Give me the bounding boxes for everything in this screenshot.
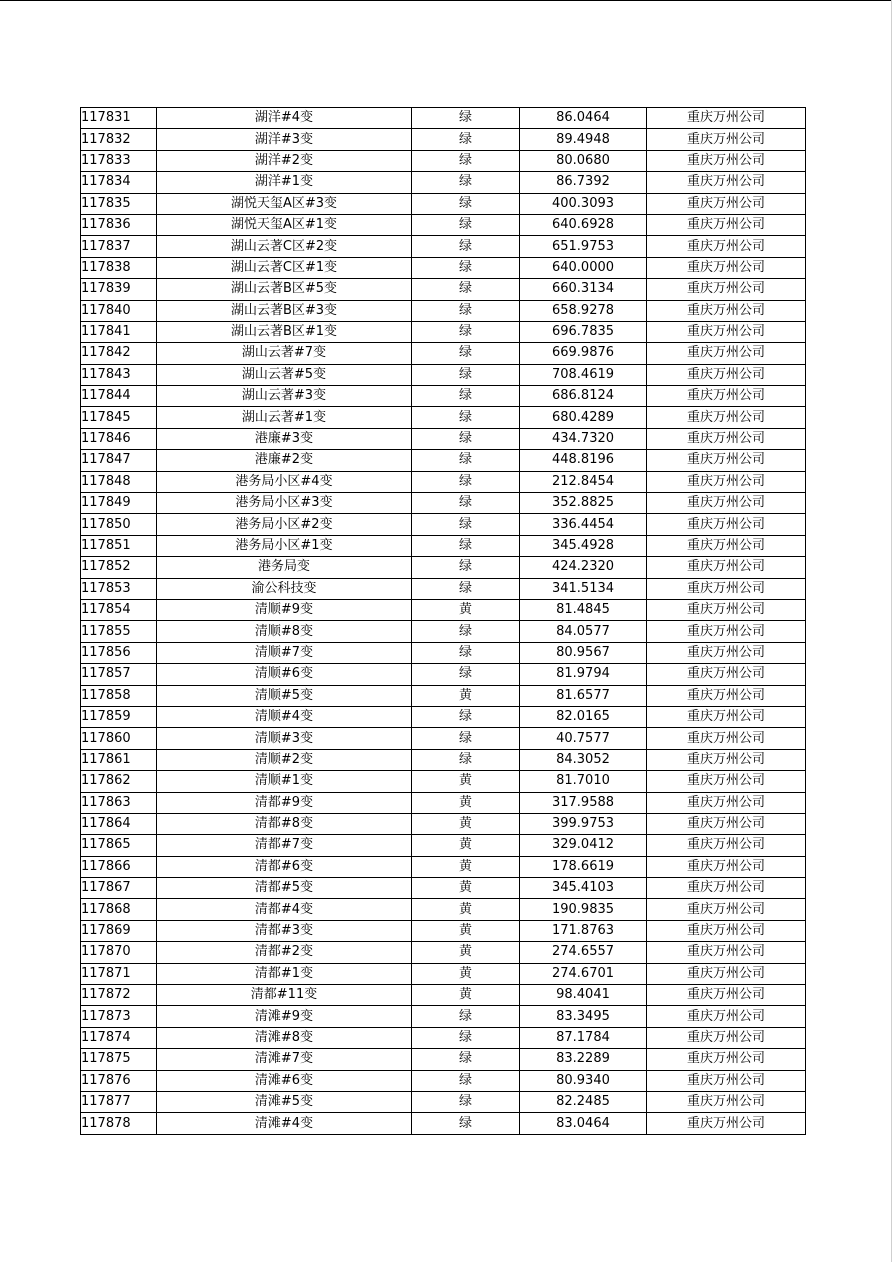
value-cell: 329.0412 (520, 835, 647, 856)
transformer-id-cell: 117846 (81, 428, 157, 449)
transformer-name-cell: 港廉#2变 (157, 450, 412, 471)
page-top-border (0, 0, 892, 1)
transformer-name-cell: 清顺#8变 (157, 621, 412, 642)
status-cell: 绿 (412, 621, 520, 642)
transformer-name-cell: 清顺#1变 (157, 771, 412, 792)
company-cell: 重庆万州公司 (647, 450, 806, 471)
table-row (81, 214, 806, 235)
status-cell: 绿 (412, 1027, 520, 1048)
value-cell: 84.0577 (520, 621, 647, 642)
value-cell: 80.9567 (520, 642, 647, 663)
transformer-name-cell: 湖悦天玺A区#3变 (157, 193, 412, 214)
transformer-name-cell: 清顺#2变 (157, 749, 412, 770)
company-cell: 重庆万州公司 (647, 514, 806, 535)
table-row (81, 706, 806, 727)
transformer-id-cell: 117838 (81, 257, 157, 278)
value-cell: 81.4845 (520, 599, 647, 620)
transformer-id-cell: 117852 (81, 557, 157, 578)
company-cell: 重庆万州公司 (647, 321, 806, 342)
company-cell: 重庆万州公司 (647, 899, 806, 920)
value-cell: 434.7320 (520, 428, 647, 449)
status-cell: 绿 (412, 514, 520, 535)
value-cell: 83.0464 (520, 1113, 647, 1134)
value-cell: 399.9753 (520, 813, 647, 834)
table-row (81, 364, 806, 385)
transformer-name-cell: 清都#3变 (157, 920, 412, 941)
value-cell: 660.3134 (520, 279, 647, 300)
transformer-id-cell: 117832 (81, 129, 157, 150)
transformer-id-cell: 117861 (81, 749, 157, 770)
transformer-id-cell: 117878 (81, 1113, 157, 1134)
company-cell: 重庆万州公司 (647, 920, 806, 941)
status-cell: 绿 (412, 578, 520, 599)
transformer-id-cell: 117854 (81, 599, 157, 620)
transformer-name-cell: 港务局小区#4变 (157, 471, 412, 492)
table-body (81, 108, 806, 1135)
transformer-name-cell: 湖悦天玺A区#1变 (157, 214, 412, 235)
value-cell: 81.7010 (520, 771, 647, 792)
table-row (81, 664, 806, 685)
company-cell: 重庆万州公司 (647, 1091, 806, 1112)
transformer-name-cell: 清滩#8变 (157, 1027, 412, 1048)
transformer-id-cell: 117862 (81, 771, 157, 792)
table-row (81, 578, 806, 599)
table-row (81, 428, 806, 449)
table-row (81, 749, 806, 770)
transformer-name-cell: 湖山云著C区#2变 (157, 236, 412, 257)
value-cell: 89.4948 (520, 129, 647, 150)
table-row (81, 193, 806, 214)
table-row (81, 300, 806, 321)
transformer-id-cell: 117836 (81, 214, 157, 235)
value-cell: 86.7392 (520, 172, 647, 193)
company-cell: 重庆万州公司 (647, 1070, 806, 1091)
transformer-id-cell: 117831 (81, 108, 157, 129)
table-row (81, 621, 806, 642)
status-cell: 黄 (412, 899, 520, 920)
status-cell: 黄 (412, 792, 520, 813)
value-cell: 274.6701 (520, 963, 647, 984)
value-cell: 345.4928 (520, 535, 647, 556)
transformer-name-cell: 港务局小区#2变 (157, 514, 412, 535)
value-cell: 190.9835 (520, 899, 647, 920)
table-row (81, 813, 806, 834)
status-cell: 绿 (412, 1006, 520, 1027)
transformer-id-cell: 117867 (81, 878, 157, 899)
transformer-id-cell: 117837 (81, 236, 157, 257)
status-cell: 黄 (412, 685, 520, 706)
transformer-id-cell: 117848 (81, 471, 157, 492)
company-cell: 重庆万州公司 (647, 493, 806, 514)
transformer-name-cell: 清顺#7变 (157, 642, 412, 663)
transformer-name-cell: 湖山云著B区#5变 (157, 279, 412, 300)
transformer-name-cell: 清滩#4变 (157, 1113, 412, 1134)
table-row (81, 942, 806, 963)
status-cell: 绿 (412, 236, 520, 257)
status-cell: 绿 (412, 386, 520, 407)
company-cell: 重庆万州公司 (647, 193, 806, 214)
transformer-id-cell: 117868 (81, 899, 157, 920)
table-row (81, 963, 806, 984)
status-cell: 绿 (412, 728, 520, 749)
value-cell: 81.9794 (520, 664, 647, 685)
value-cell: 400.3093 (520, 193, 647, 214)
transformer-name-cell: 清滩#7变 (157, 1049, 412, 1070)
value-cell: 83.3495 (520, 1006, 647, 1027)
status-cell: 绿 (412, 664, 520, 685)
transformer-id-cell: 117847 (81, 450, 157, 471)
transformer-name-cell: 湖洋#4变 (157, 108, 412, 129)
company-cell: 重庆万州公司 (647, 428, 806, 449)
company-cell: 重庆万州公司 (647, 942, 806, 963)
table-row (81, 1091, 806, 1112)
transformer-id-cell: 117839 (81, 279, 157, 300)
value-cell: 448.8196 (520, 450, 647, 471)
transformer-id-cell: 117845 (81, 407, 157, 428)
value-cell: 274.6557 (520, 942, 647, 963)
value-cell: 317.9588 (520, 792, 647, 813)
company-cell: 重庆万州公司 (647, 813, 806, 834)
table-row (81, 321, 806, 342)
company-cell: 重庆万州公司 (647, 963, 806, 984)
transformer-id-cell: 117843 (81, 364, 157, 385)
table-row (81, 343, 806, 364)
transformer-id-cell: 117840 (81, 300, 157, 321)
value-cell: 83.2289 (520, 1049, 647, 1070)
table-row (81, 920, 806, 941)
value-cell: 669.9876 (520, 343, 647, 364)
company-cell: 重庆万州公司 (647, 108, 806, 129)
transformer-name-cell: 清都#6变 (157, 856, 412, 877)
value-cell: 40.7577 (520, 728, 647, 749)
table-row (81, 535, 806, 556)
company-cell: 重庆万州公司 (647, 364, 806, 385)
table-row (81, 172, 806, 193)
status-cell: 绿 (412, 493, 520, 514)
status-cell: 绿 (412, 321, 520, 342)
transformer-id-cell: 117850 (81, 514, 157, 535)
table-row (81, 1070, 806, 1091)
transformer-name-cell: 湖山云著B区#1变 (157, 321, 412, 342)
company-cell: 重庆万州公司 (647, 1027, 806, 1048)
value-cell: 651.9753 (520, 236, 647, 257)
transformer-name-cell: 湖山云著B区#3变 (157, 300, 412, 321)
transformer-name-cell: 清顺#3变 (157, 728, 412, 749)
table-row (81, 386, 806, 407)
status-cell: 黄 (412, 942, 520, 963)
status-cell: 绿 (412, 1070, 520, 1091)
transformer-id-cell: 117842 (81, 343, 157, 364)
transformer-id-cell: 117874 (81, 1027, 157, 1048)
value-cell: 212.8454 (520, 471, 647, 492)
status-cell: 绿 (412, 407, 520, 428)
value-cell: 98.4041 (520, 985, 647, 1006)
transformer-id-cell: 117834 (81, 172, 157, 193)
value-cell: 86.0464 (520, 108, 647, 129)
transformer-name-cell: 湖山云著#5变 (157, 364, 412, 385)
transformer-name-cell: 清都#4变 (157, 899, 412, 920)
value-cell: 708.4619 (520, 364, 647, 385)
table-row (81, 878, 806, 899)
transformer-id-cell: 117871 (81, 963, 157, 984)
status-cell: 绿 (412, 343, 520, 364)
transformer-name-cell: 清顺#9变 (157, 599, 412, 620)
company-cell: 重庆万州公司 (647, 1113, 806, 1134)
company-cell: 重庆万州公司 (647, 856, 806, 877)
transformer-id-cell: 117858 (81, 685, 157, 706)
status-cell: 绿 (412, 749, 520, 770)
transformer-id-cell: 117849 (81, 493, 157, 514)
company-cell: 重庆万州公司 (647, 557, 806, 578)
value-cell: 80.0680 (520, 150, 647, 171)
table-row (81, 856, 806, 877)
transformer-name-cell: 湖山云著#7变 (157, 343, 412, 364)
company-cell: 重庆万州公司 (647, 878, 806, 899)
company-cell: 重庆万州公司 (647, 214, 806, 235)
value-cell: 80.9340 (520, 1070, 647, 1091)
status-cell: 绿 (412, 706, 520, 727)
table-row (81, 514, 806, 535)
status-cell: 绿 (412, 279, 520, 300)
status-cell: 绿 (412, 257, 520, 278)
transformer-name-cell: 清滩#9变 (157, 1006, 412, 1027)
company-cell: 重庆万州公司 (647, 279, 806, 300)
value-cell: 82.2485 (520, 1091, 647, 1112)
transformer-id-cell: 117873 (81, 1006, 157, 1027)
company-cell: 重庆万州公司 (647, 129, 806, 150)
transformer-name-cell: 清都#11变 (157, 985, 412, 1006)
transformer-name-cell: 湖洋#3变 (157, 129, 412, 150)
transformer-id-cell: 117863 (81, 792, 157, 813)
transformer-name-cell: 湖洋#2变 (157, 150, 412, 171)
table-row (81, 792, 806, 813)
transformer-id-cell: 117864 (81, 813, 157, 834)
value-cell: 686.8124 (520, 386, 647, 407)
value-cell: 81.6577 (520, 685, 647, 706)
transformer-name-cell: 港务局变 (157, 557, 412, 578)
transformer-name-cell: 清滩#6变 (157, 1070, 412, 1091)
status-cell: 绿 (412, 193, 520, 214)
table-row (81, 407, 806, 428)
transformer-name-cell: 湖山云著#1变 (157, 407, 412, 428)
status-cell: 绿 (412, 172, 520, 193)
company-cell: 重庆万州公司 (647, 343, 806, 364)
company-cell: 重庆万州公司 (647, 300, 806, 321)
table-row (81, 771, 806, 792)
company-cell: 重庆万州公司 (647, 1006, 806, 1027)
table-row (81, 1027, 806, 1048)
table-row (81, 599, 806, 620)
value-cell: 87.1784 (520, 1027, 647, 1048)
table-row (81, 279, 806, 300)
value-cell: 640.6928 (520, 214, 647, 235)
transformer-name-cell: 清都#2变 (157, 942, 412, 963)
transformer-id-cell: 117860 (81, 728, 157, 749)
table-row (81, 728, 806, 749)
status-cell: 绿 (412, 428, 520, 449)
company-cell: 重庆万州公司 (647, 749, 806, 770)
company-cell: 重庆万州公司 (647, 706, 806, 727)
transformer-id-cell: 117857 (81, 664, 157, 685)
company-cell: 重庆万州公司 (647, 985, 806, 1006)
status-cell: 绿 (412, 450, 520, 471)
table-row (81, 557, 806, 578)
transformer-name-cell: 清滩#5变 (157, 1091, 412, 1112)
transformer-name-cell: 清都#8变 (157, 813, 412, 834)
company-cell: 重庆万州公司 (647, 771, 806, 792)
transformer-id-cell: 117859 (81, 706, 157, 727)
transformer-name-cell: 港务局小区#3变 (157, 493, 412, 514)
table-row (81, 899, 806, 920)
transformer-id-cell: 117856 (81, 642, 157, 663)
table-row (81, 108, 806, 129)
company-cell: 重庆万州公司 (647, 835, 806, 856)
company-cell: 重庆万州公司 (647, 386, 806, 407)
transformer-name-cell: 清顺#5变 (157, 685, 412, 706)
status-cell: 绿 (412, 1113, 520, 1134)
value-cell: 171.8763 (520, 920, 647, 941)
transformer-id-cell: 117875 (81, 1049, 157, 1070)
table-row (81, 1006, 806, 1027)
transformer-id-cell: 117841 (81, 321, 157, 342)
transformer-name-cell: 湖山云著#3变 (157, 386, 412, 407)
value-cell: 680.4289 (520, 407, 647, 428)
transformer-id-cell: 117853 (81, 578, 157, 599)
company-cell: 重庆万州公司 (647, 621, 806, 642)
status-cell: 黄 (412, 813, 520, 834)
status-cell: 绿 (412, 214, 520, 235)
value-cell: 341.5134 (520, 578, 647, 599)
value-cell: 82.0165 (520, 706, 647, 727)
company-cell: 重庆万州公司 (647, 599, 806, 620)
transformer-name-cell: 清都#1变 (157, 963, 412, 984)
value-cell: 336.4454 (520, 514, 647, 535)
table-row (81, 1113, 806, 1134)
value-cell: 424.2320 (520, 557, 647, 578)
transformer-id-cell: 117870 (81, 942, 157, 963)
company-cell: 重庆万州公司 (647, 578, 806, 599)
status-cell: 绿 (412, 300, 520, 321)
transformer-name-cell: 清顺#6变 (157, 664, 412, 685)
transformer-id-cell: 117866 (81, 856, 157, 877)
transformer-id-cell: 117876 (81, 1070, 157, 1091)
company-cell: 重庆万州公司 (647, 1049, 806, 1070)
transformer-name-cell: 港廉#3变 (157, 428, 412, 449)
value-cell: 352.8825 (520, 493, 647, 514)
table-row (81, 835, 806, 856)
transformer-table (80, 107, 806, 1135)
status-cell: 绿 (412, 471, 520, 492)
company-cell: 重庆万州公司 (647, 664, 806, 685)
transformer-name-cell: 港务局小区#1变 (157, 535, 412, 556)
transformer-name-cell: 清都#7变 (157, 835, 412, 856)
company-cell: 重庆万州公司 (647, 535, 806, 556)
value-cell: 640.0000 (520, 257, 647, 278)
table-row (81, 1049, 806, 1070)
status-cell: 绿 (412, 557, 520, 578)
value-cell: 178.6619 (520, 856, 647, 877)
table-row (81, 685, 806, 706)
company-cell: 重庆万州公司 (647, 150, 806, 171)
table-row (81, 985, 806, 1006)
company-cell: 重庆万州公司 (647, 471, 806, 492)
status-cell: 黄 (412, 963, 520, 984)
status-cell: 黄 (412, 878, 520, 899)
status-cell: 黄 (412, 835, 520, 856)
status-cell: 黄 (412, 985, 520, 1006)
transformer-id-cell: 117855 (81, 621, 157, 642)
company-cell: 重庆万州公司 (647, 257, 806, 278)
transformer-name-cell: 湖山云著C区#1变 (157, 257, 412, 278)
status-cell: 黄 (412, 856, 520, 877)
transformer-id-cell: 117877 (81, 1091, 157, 1112)
transformer-name-cell: 清顺#4变 (157, 706, 412, 727)
transformer-name-cell: 清都#5变 (157, 878, 412, 899)
status-cell: 黄 (412, 599, 520, 620)
value-cell: 658.9278 (520, 300, 647, 321)
company-cell: 重庆万州公司 (647, 792, 806, 813)
status-cell: 绿 (412, 108, 520, 129)
transformer-id-cell: 117844 (81, 386, 157, 407)
table-row (81, 471, 806, 492)
status-cell: 绿 (412, 1091, 520, 1112)
transformer-id-cell: 117872 (81, 985, 157, 1006)
company-cell: 重庆万州公司 (647, 407, 806, 428)
transformer-id-cell: 117865 (81, 835, 157, 856)
value-cell: 696.7835 (520, 321, 647, 342)
status-cell: 绿 (412, 129, 520, 150)
transformer-id-cell: 117851 (81, 535, 157, 556)
company-cell: 重庆万州公司 (647, 172, 806, 193)
transformer-id-cell: 117833 (81, 150, 157, 171)
table-row (81, 642, 806, 663)
status-cell: 绿 (412, 150, 520, 171)
table-row (81, 236, 806, 257)
company-cell: 重庆万州公司 (647, 642, 806, 663)
transformer-name-cell: 渝公科技变 (157, 578, 412, 599)
status-cell: 黄 (412, 771, 520, 792)
company-cell: 重庆万州公司 (647, 728, 806, 749)
status-cell: 绿 (412, 642, 520, 663)
transformer-name-cell: 湖洋#1变 (157, 172, 412, 193)
table-row (81, 129, 806, 150)
transformer-id-cell: 117869 (81, 920, 157, 941)
status-cell: 绿 (412, 364, 520, 385)
company-cell: 重庆万州公司 (647, 685, 806, 706)
status-cell: 黄 (412, 920, 520, 941)
value-cell: 84.3052 (520, 749, 647, 770)
value-cell: 345.4103 (520, 878, 647, 899)
company-cell: 重庆万州公司 (647, 236, 806, 257)
table-row (81, 150, 806, 171)
table-row (81, 257, 806, 278)
status-cell: 绿 (412, 535, 520, 556)
table-row (81, 450, 806, 471)
transformer-id-cell: 117835 (81, 193, 157, 214)
table-row (81, 493, 806, 514)
transformer-name-cell: 清都#9变 (157, 792, 412, 813)
status-cell: 绿 (412, 1049, 520, 1070)
